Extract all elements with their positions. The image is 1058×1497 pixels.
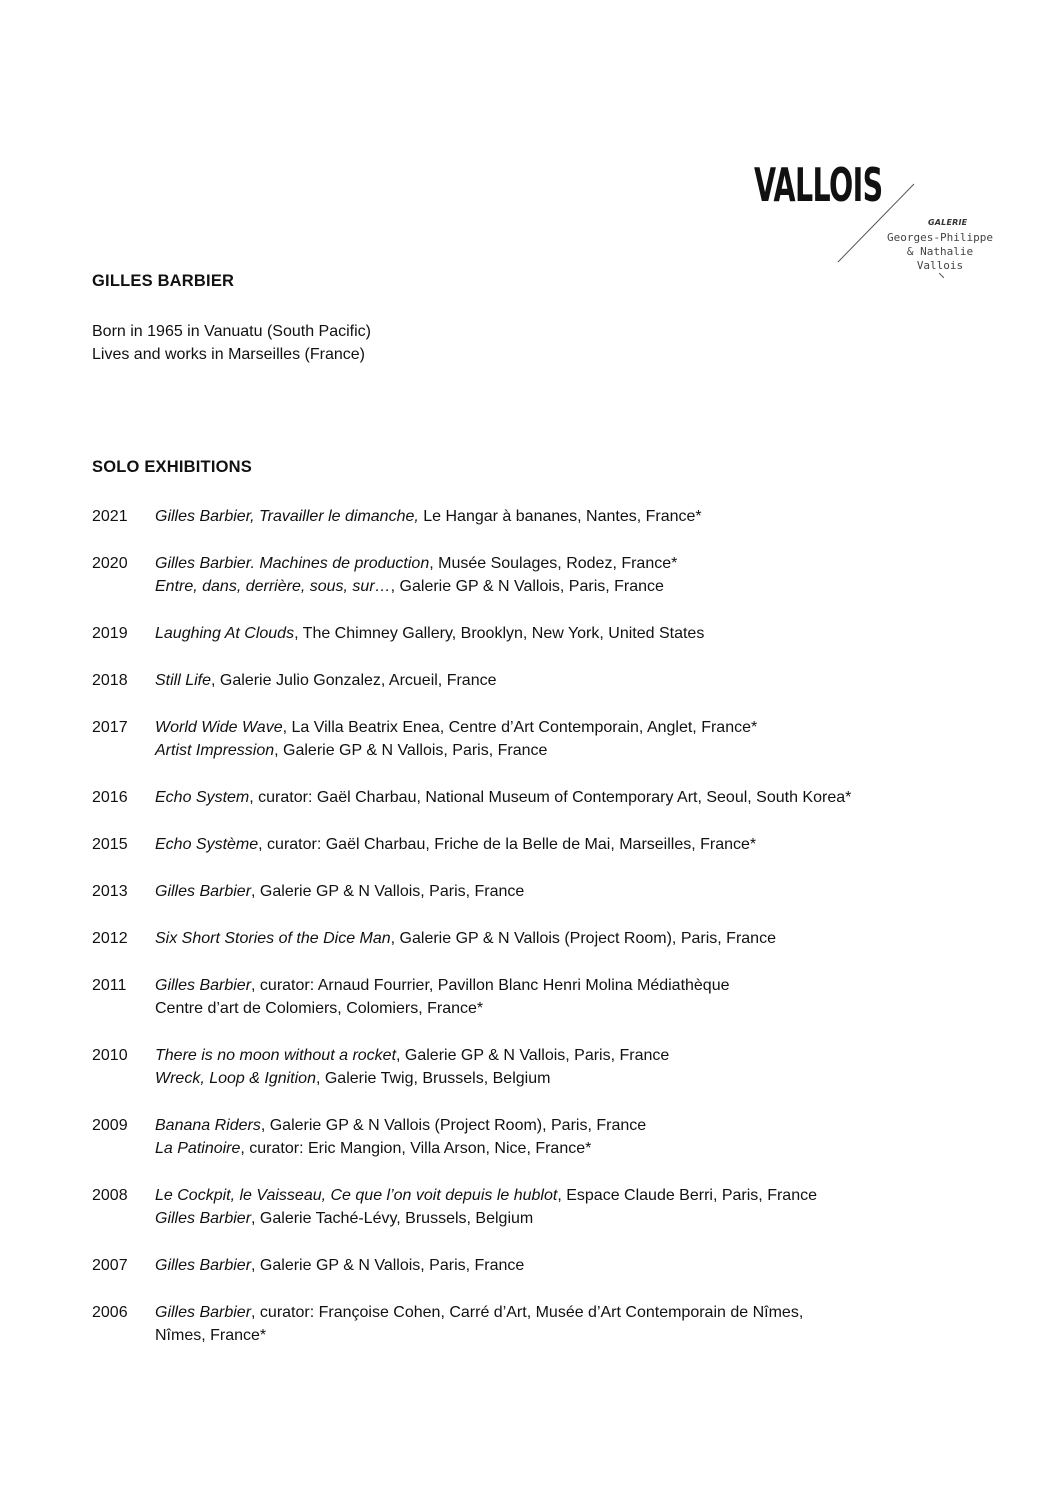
logo-line-1: Georges-Philippe bbox=[887, 231, 993, 244]
exhibition-title: Gilles Barbier bbox=[155, 1210, 252, 1227]
exhibition-year-block bbox=[92, 505, 1012, 528]
exhibition-year-block bbox=[92, 1301, 1012, 1347]
exhibition-title: Gilles Barbier. Machines de production bbox=[155, 555, 430, 572]
exhibition-entry bbox=[155, 1067, 1012, 1090]
exhibition-details: , La Villa Beatrix Enea, Centre d’Art Contemporain, Anglet, France* bbox=[282, 719, 758, 736]
exhibition-details: Le Hangar à bananes, Nantes, France* bbox=[418, 508, 702, 525]
exhibition-title: La Patinoire bbox=[155, 1140, 241, 1157]
exhibition-year: 2007 bbox=[92, 1257, 128, 1274]
exhibition-entry bbox=[155, 786, 1012, 809]
exhibition-entry bbox=[155, 1137, 1012, 1160]
exhibition-title: Laughing At Clouds bbox=[155, 625, 295, 642]
logo-wordmark: VALLOIS bbox=[754, 158, 883, 212]
exhibition-details: , Galerie Julio Gonzalez, Arcueil, France bbox=[211, 672, 497, 689]
exhibition-title: Entre, dans, derrière, sous, sur… bbox=[155, 578, 391, 595]
exhibition-entries bbox=[155, 880, 1012, 903]
exhibition-title: Artist Impression bbox=[155, 742, 275, 759]
exhibition-title: Wreck, Loop & Ignition bbox=[155, 1070, 316, 1087]
exhibition-details: , Espace Claude Berri, Paris, France bbox=[557, 1187, 817, 1204]
exhibition-entry bbox=[155, 739, 1012, 762]
exhibition-entries bbox=[155, 974, 1012, 1020]
exhibition-year-block bbox=[92, 833, 1012, 856]
exhibition-title: Echo System bbox=[155, 789, 250, 806]
exhibition-title: There is no moon without a rocket bbox=[155, 1047, 397, 1064]
exhibition-year: 2009 bbox=[92, 1117, 128, 1134]
exhibition-title: Banana Riders bbox=[155, 1117, 261, 1134]
exhibition-title: Le Cockpit, le Vaisseau, Ce que l’on voit depuis le hublot bbox=[155, 1187, 558, 1204]
exhibition-title: Gilles Barbier bbox=[155, 883, 252, 900]
exhibition-year-block bbox=[92, 1044, 1012, 1090]
exhibition-entry bbox=[155, 505, 1012, 528]
exhibition-entry bbox=[155, 716, 1012, 739]
exhibition-year-block bbox=[92, 786, 1012, 809]
exhibition-year-block bbox=[92, 552, 1012, 598]
exhibition-entry bbox=[155, 669, 1012, 692]
exhibition-entries bbox=[155, 1301, 1012, 1347]
exhibition-entries bbox=[155, 552, 1012, 598]
exhibition-entry bbox=[155, 833, 1012, 856]
exhibition-entry bbox=[155, 880, 1012, 903]
exhibition-details: , curator: Arnaud Fourrier, Pavillon Blanc Henri Molina Médiathèque bbox=[251, 977, 730, 994]
exhibition-details: , Galerie Taché-Lévy, Brussels, Belgium bbox=[251, 1210, 534, 1227]
exhibition-entry bbox=[155, 552, 1012, 575]
exhibition-details: , Galerie GP & N Vallois, Paris, France bbox=[274, 742, 548, 759]
exhibition-year: 2011 bbox=[92, 977, 127, 994]
exhibition-year-block bbox=[92, 669, 1012, 692]
gallery-logo bbox=[740, 160, 1020, 300]
exhibition-details: , Galerie Twig, Brussels, Belgium bbox=[315, 1070, 551, 1087]
exhibition-year: 2019 bbox=[92, 625, 128, 642]
exhibition-entry bbox=[155, 622, 1012, 645]
exhibition-title: Still Life bbox=[155, 672, 212, 689]
exhibition-year: 2006 bbox=[92, 1304, 128, 1321]
exhibition-details: , Galerie GP & N Vallois, Paris, France bbox=[251, 883, 525, 900]
exhibition-details: , Musée Soulages, Rodez, France* bbox=[429, 555, 678, 572]
exhibition-title: Gilles Barbier bbox=[155, 1257, 252, 1274]
exhibition-details: , curator: Gaël Charbau, National Museum of Contemporary Art, Seoul, South Korea* bbox=[249, 789, 852, 806]
exhibition-entry bbox=[155, 1044, 1012, 1067]
exhibition-entry bbox=[155, 1207, 1012, 1230]
artist-bio bbox=[92, 320, 371, 366]
exhibition-entry bbox=[155, 1184, 1012, 1207]
exhibition-year: 2016 bbox=[92, 789, 128, 806]
exhibition-entry bbox=[155, 1114, 1012, 1137]
section-title: SOLO EXHIBITIONS bbox=[92, 458, 252, 476]
exhibition-entries bbox=[155, 833, 1012, 856]
artist-lives: Lives and works in Marseilles (France) bbox=[92, 346, 365, 363]
exhibition-year-block bbox=[92, 927, 1012, 950]
logo-galerie-label: GALERIE bbox=[928, 218, 968, 227]
logo-slash-line bbox=[740, 160, 1020, 300]
exhibition-year: 2010 bbox=[92, 1047, 128, 1064]
exhibition-entries bbox=[155, 1044, 1012, 1090]
exhibition-year: 2020 bbox=[92, 555, 128, 572]
artist-name: GILLES BARBIER bbox=[92, 272, 235, 290]
exhibition-entries bbox=[155, 669, 1012, 692]
exhibition-entry bbox=[155, 1301, 1012, 1324]
exhibition-title: Gilles Barbier bbox=[155, 977, 252, 994]
exhibition-year-block bbox=[92, 716, 1012, 762]
exhibition-entry bbox=[155, 1254, 1012, 1277]
artist-born: Born in 1965 in Vanuatu (South Pacific) bbox=[92, 323, 371, 340]
exhibition-details: , curator: Eric Mangion, Villa Arson, Nice, France* bbox=[240, 1140, 592, 1157]
exhibition-entry bbox=[155, 927, 1012, 950]
exhibition-year: 2017 bbox=[92, 719, 128, 736]
exhibition-year: 2021 bbox=[92, 508, 128, 525]
exhibition-details: , The Chimney Gallery, Brooklyn, New York, United States bbox=[294, 625, 705, 642]
logo-line-3: Vallois bbox=[916, 259, 964, 272]
exhibition-year: 2008 bbox=[92, 1187, 128, 1204]
exhibition-year: 2013 bbox=[92, 883, 128, 900]
logo-line-2: & Nathalie bbox=[906, 245, 974, 258]
logo-tick-mark bbox=[939, 273, 944, 278]
exhibition-year-block bbox=[92, 880, 1012, 903]
exhibition-year-block bbox=[92, 1184, 1012, 1230]
exhibition-year-block bbox=[92, 622, 1012, 645]
exhibition-details: , curator: Françoise Cohen, Carré d’Art, Musée d’Art Contemporain de Nîmes, bbox=[251, 1304, 804, 1321]
exhibition-title: Echo Système bbox=[155, 836, 259, 853]
exhibition-entry bbox=[155, 575, 1012, 598]
exhibition-details: , Galerie GP & N Vallois, Paris, France bbox=[390, 578, 664, 595]
exhibition-title: World Wide Wave bbox=[155, 719, 283, 736]
exhibition-entries bbox=[155, 1184, 1012, 1230]
exhibition-year-block bbox=[92, 1114, 1012, 1160]
exhibition-entries bbox=[155, 786, 1012, 809]
exhibition-year: 2012 bbox=[92, 930, 128, 947]
exhibition-entries bbox=[155, 1254, 1012, 1277]
exhibition-entry bbox=[155, 974, 1012, 997]
exhibition-entries bbox=[155, 622, 1012, 645]
exhibition-title: Six Short Stories of the Dice Man bbox=[155, 930, 391, 947]
exhibition-details: , curator: Gaël Charbau, Friche de la Belle de Mai, Marseilles, France* bbox=[258, 836, 757, 853]
exhibition-entry bbox=[155, 997, 1012, 1020]
exhibition-year-block bbox=[92, 1254, 1012, 1277]
exhibition-year: 2015 bbox=[92, 836, 128, 853]
exhibition-entry bbox=[155, 1324, 1012, 1347]
exhibition-year: 2018 bbox=[92, 672, 128, 689]
exhibition-details: , Galerie GP & N Vallois, Paris, France bbox=[251, 1257, 525, 1274]
exhibition-list bbox=[92, 505, 1012, 1371]
exhibition-entries bbox=[155, 927, 1012, 950]
exhibition-details: , Galerie GP & N Vallois, Paris, France bbox=[396, 1047, 670, 1064]
exhibition-details: Nîmes, France* bbox=[155, 1327, 267, 1344]
exhibition-entries bbox=[155, 716, 1012, 762]
exhibition-details: , Galerie GP & N Vallois (Project Room), Paris, France bbox=[260, 1117, 647, 1134]
exhibition-entries bbox=[155, 1114, 1012, 1160]
exhibition-details: , Galerie GP & N Vallois (Project Room), Paris, France bbox=[390, 930, 776, 947]
exhibition-title: Gilles Barbier bbox=[155, 1304, 252, 1321]
exhibition-year-block bbox=[92, 974, 1012, 1020]
exhibition-entries bbox=[155, 505, 1012, 528]
exhibition-details: Centre d’art de Colomiers, Colomiers, France* bbox=[155, 1000, 484, 1017]
exhibition-title: Gilles Barbier, Travailler le dimanche, bbox=[155, 508, 419, 525]
